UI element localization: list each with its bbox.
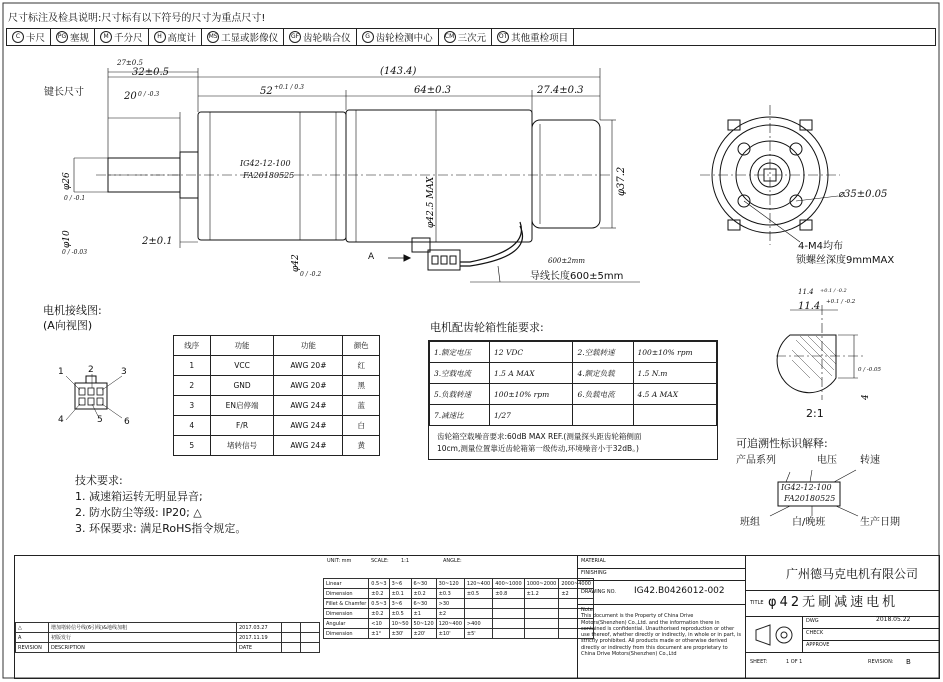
dim-52: 52 (260, 86, 273, 97)
dim-52-tol: +0.1 / 0.3 (274, 84, 304, 91)
table-row: 3.空载电流 1.5 A MAX 4.额定负载 1.5 N.m (430, 363, 717, 384)
trace-series: 产品系列 (736, 455, 776, 466)
symbol-label: 卡尺 (26, 33, 46, 44)
table-row: Linear 0.5~3 3~6 6~30 30~120 120~400 400~1000 1000~2000 2000~4000 (324, 579, 594, 589)
wiring-header: 线序 (174, 336, 211, 356)
trace-speed: 转速 (860, 455, 880, 466)
tolerance-table (323, 578, 594, 639)
wiring-title: 电机接线图: (43, 304, 102, 317)
wiring-header: 颜色 (343, 336, 380, 356)
material-label: MATERIAL (581, 558, 606, 564)
motor-label-1: IG42-12-100 (240, 159, 291, 168)
cable-tol: 600±2mm (548, 257, 585, 265)
table-row: 7.减速比 1/27 (430, 405, 717, 426)
wiring-view: (A向视图) (43, 319, 93, 332)
title-block (14, 555, 940, 679)
flat-4-label: 4 (861, 394, 871, 400)
flange-tol: 0 / -0.2 (300, 271, 322, 278)
table-row: 5.负载转速 100±10% rpm 6.负载电流 4.5 A MAX (430, 384, 717, 405)
shaft-small-label: φ10 (62, 230, 72, 248)
symbol-code-icon: H (154, 31, 166, 43)
motor-body (346, 110, 532, 242)
scale-field-value: 1:1 (401, 558, 410, 564)
trace-team: 班组 (740, 517, 760, 528)
dim-27-4: 27.4±0.3 (537, 85, 584, 96)
table-row: 3 EN启停端 AWG 24# 蓝 (174, 396, 380, 416)
pin-2: 2 (88, 365, 94, 375)
tech-item-3: 3. 环保要求: 满足RoHS指令规定。 (75, 522, 247, 535)
approve-label: APPROVE (806, 642, 830, 648)
table-row: 4 F/R AWG 24# 白 (174, 416, 380, 436)
trace-shift: 白/晚班 (792, 517, 826, 528)
flat-dim: 11.4 (798, 301, 821, 312)
dim-27: 27±0.5 (117, 59, 143, 67)
trace-date: 生产日期 (860, 517, 900, 528)
table-row: Fillet & Chamfer 0.5~3 3~6 6~30 >30 (324, 599, 594, 609)
motor-label-2: FA20180525 (243, 171, 295, 180)
trace-code-2: FA20180525 (784, 494, 836, 503)
table-row: 1 VCC AWG 20# 红 (174, 356, 380, 376)
table-row: A 初版发行 2017.11.19 (16, 633, 320, 643)
performance-title: 电机配齿轮箱性能要求: (430, 321, 544, 334)
trace-voltage: 电压 (817, 455, 837, 466)
symbol-label: 工显或影像仪 (221, 33, 279, 44)
trace-code-1: IG42-12-100 (781, 483, 832, 492)
drawing-no-label: DRAWING NO. (581, 589, 616, 595)
symbol-label: 其他重检项目 (511, 33, 569, 44)
view-a-label: A (368, 252, 375, 262)
symbol-code-icon: CM (444, 31, 456, 43)
end-dia-label: φ37.2 (616, 166, 627, 196)
shaft-dia-label: φ26 (62, 172, 72, 190)
symbol-label: 齿轮检测中心 (375, 33, 433, 44)
scale-label: 2:1 (806, 407, 824, 420)
noise-note-1: 齿轮箱空载噪音要求:60dB MAX REF.(测量探头距齿轮箱侧面 (437, 432, 642, 441)
body-dia-label: φ42.5 MAX (426, 176, 436, 228)
angle-label: ANGLE: (443, 558, 462, 564)
trace-title: 可追溯性标识解释: (736, 437, 828, 450)
table-row: △ 增加堵转信号线(6引线)&地线加粗 2017.03.27 (16, 623, 320, 633)
pin-6: 6 (124, 417, 130, 427)
tech-item-1: 1. 减速箱运转无明显异音; (75, 490, 203, 503)
symbol-code-icon: PG (56, 31, 68, 43)
symbol-label: 齿轮啮合仪 (303, 33, 351, 44)
flat-small-tol: +0.1 / -0.2 (820, 288, 847, 294)
symbol-label: 塞规 (70, 33, 90, 44)
sheet-label: SHEET: (750, 659, 768, 665)
finishing-label: FINISHING (581, 570, 607, 576)
symbol-code-icon: M (100, 31, 112, 43)
symbol-code-icon: MS (207, 31, 219, 43)
scale-field-label: SCALE: (371, 558, 389, 564)
symbol-code-icon: OT (497, 31, 509, 43)
pin-1: 1 (58, 367, 64, 377)
title-label: TITLE (750, 600, 764, 606)
shaft-tol: 0 / -0.1 (64, 195, 86, 202)
table-row: Dimension ±0.2 ±0.1 ±0.2 ±0.3 ±0.5 ±0.8 ±1.2 ±2 (324, 589, 594, 599)
flange-dia-label: φ42 (291, 254, 301, 272)
symbol-code-icon: G (362, 31, 374, 43)
m4-note-1: 4-M4均布 (798, 241, 843, 252)
flat-4-tol: 0 / -0.05 (858, 367, 881, 373)
check-label: CHECK (806, 630, 824, 636)
connector-housing (428, 250, 460, 270)
confidential-note: Note: This document is the Property of China Drive Motors(Shenzhen) Co.,Ltd. and the information there in contained is confidential. Unauthorised reproduction or other use thereof, whether directly or indirectly, in whole or in part, is strictly prohibited. All products made or otherwise derived directly or indirectly from this document are proprietary to China Drive Motors(Shenzhen) Co.,Ltd (581, 607, 741, 658)
company-cell (745, 556, 940, 678)
table-row: 1.额定电压 12 VDC 2.空载转速 100±10% rpm (430, 342, 717, 363)
tech-title: 技术要求: (75, 474, 123, 487)
dim-20-tol: 0 / -0.3 (138, 91, 160, 98)
table-row: 2 GND AWG 20# 黑 (174, 376, 380, 396)
wiring-header: 功能 (274, 336, 343, 356)
dwg-label: DWG (806, 618, 819, 624)
header-note: 尺寸标注及检具说明:尺寸标有以下符号的尺寸为重点尺寸! (8, 13, 266, 24)
sheet-value: 1 OF 1 (786, 659, 803, 665)
symbol-label: 高度计 (167, 33, 197, 44)
revision-table (15, 622, 320, 653)
performance-table (429, 341, 717, 426)
revision-value: B (906, 658, 911, 666)
flat-tol: +0.1 / -0.2 (826, 299, 856, 305)
pin-5: 5 (97, 415, 103, 425)
pin-3: 3 (121, 367, 127, 377)
performance-box (428, 340, 718, 460)
table-row: Dimension ±1° ±30' ±20' ±10' ±5' (324, 629, 594, 639)
dim-20: 20 (124, 91, 137, 102)
table-row: 5 堵转信号 AWG 24# 黄 (174, 436, 380, 456)
drawing-info-cell (577, 556, 746, 678)
drawn-date: 2018.05.22 (876, 616, 911, 623)
motor-end-cap (532, 120, 600, 228)
flat-small: 11.4 (798, 288, 814, 296)
circle-dia: ⌀35±0.05 (838, 189, 888, 200)
projection-symbol-icon (750, 618, 800, 652)
table-row: Angular <10 10~50 50~120 120~400 >400 (324, 619, 594, 629)
shaft-small-tol: 0 / -0.03 (62, 249, 88, 256)
symbol-label: 三次元 (457, 33, 487, 44)
symbol-code-icon: C (12, 31, 24, 43)
tech-item-2: 2. 防水防尘等级: IP20; △ (75, 506, 202, 519)
cable-length: 导线长度600±5mm (530, 271, 624, 282)
company-name: 广州德马克电机有限公司 (786, 567, 919, 581)
drawing-no: IG42.B0426012-002 (634, 586, 725, 596)
m4-note-2: 锁螺丝深度9mmMAX (796, 255, 895, 266)
wiring-table (173, 335, 380, 456)
noise-note-2: 10cm,测量位置靠近齿轮箱第一级传动,环境噪音小于32dB。) (437, 444, 639, 453)
symbol-code-icon: GF (289, 31, 301, 43)
dim-32: 32±0.5 (132, 67, 170, 78)
dim-total: (143.4) (380, 66, 417, 77)
pin-4: 4 (58, 415, 64, 425)
wiring-header: 功能 (210, 336, 274, 356)
shaft-section (777, 335, 836, 393)
table-row: Dimension ±0.2 ±0.5 ±1 ±2 (324, 609, 594, 619)
revision-label: REVISION: (868, 659, 894, 665)
dim-64: 64±0.3 (414, 85, 452, 96)
symbol-label: 千分尺 (114, 33, 143, 44)
table-row: REVISION DESCRIPTION DATE (16, 643, 320, 653)
dim-2: 2±0.1 (142, 236, 173, 247)
key-length-label: 键长尺寸 (44, 87, 84, 98)
unit-label: UNIT: mm (327, 558, 352, 564)
product-name: φ42无刷减速电机 (768, 595, 899, 610)
